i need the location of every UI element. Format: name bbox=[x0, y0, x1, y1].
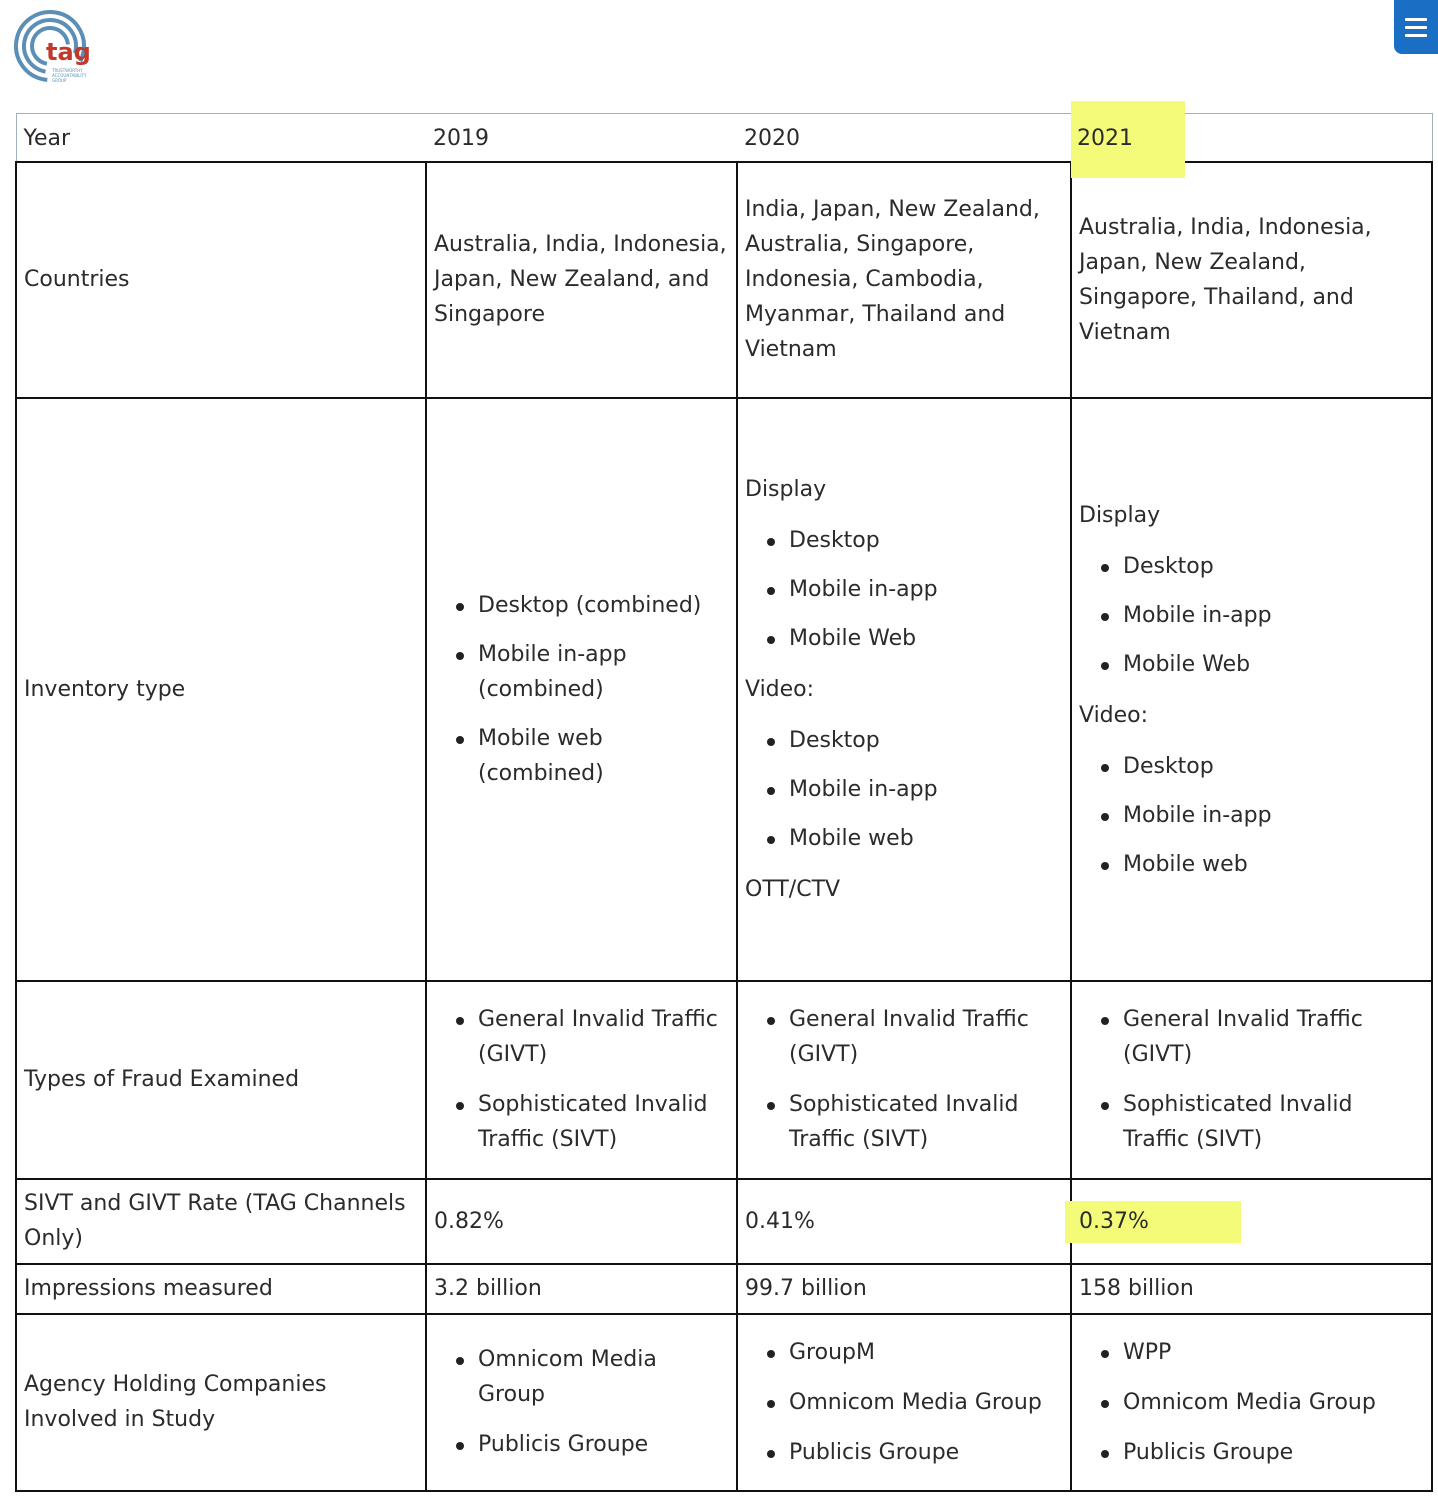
list-item: General Invalid Traffic (GIVT) bbox=[434, 1002, 729, 1072]
header-2021 bbox=[1071, 114, 1432, 162]
row-agency-holding-companies bbox=[16, 1314, 1432, 1491]
list-item: Mobile in-app bbox=[745, 772, 1063, 807]
list-item: Desktop bbox=[1079, 549, 1424, 584]
list-item: Mobile in-app bbox=[1079, 598, 1424, 633]
display-heading: Display bbox=[1079, 503, 1161, 528]
display-list bbox=[745, 523, 1063, 656]
fraud-2019 bbox=[426, 981, 737, 1179]
list-item: Omnicom Media Group bbox=[1079, 1385, 1424, 1420]
rate-2019: 0.82% bbox=[426, 1179, 737, 1264]
fraud-list bbox=[1079, 1002, 1424, 1157]
impressions-2019: 3.2 billion bbox=[426, 1264, 737, 1314]
header-2019: 2019 bbox=[426, 114, 737, 162]
impressions-2021: 158 billion bbox=[1071, 1264, 1432, 1314]
inventory-2020 bbox=[737, 398, 1071, 981]
countries-2020: India, Japan, New Zealand, Australia, Singapore, Indonesia, Cambodia, Myanmar, Thailand and Vietnam bbox=[737, 162, 1071, 398]
highlighted-year-2021: 2021 bbox=[1071, 101, 1185, 178]
agency-2019 bbox=[426, 1314, 737, 1491]
menu-icon-bar bbox=[1405, 26, 1427, 29]
display-list bbox=[1079, 549, 1424, 682]
video-heading: Video: bbox=[1079, 703, 1149, 728]
list-item: Desktop bbox=[745, 523, 1063, 558]
list-item: Mobile in-app (combined) bbox=[434, 637, 729, 707]
row-inventory-type bbox=[16, 398, 1432, 981]
agency-2020 bbox=[737, 1314, 1071, 1491]
row-label: Countries bbox=[16, 162, 426, 398]
list-item: Desktop bbox=[745, 723, 1063, 758]
inventory-2021 bbox=[1071, 398, 1432, 981]
svg-text:tag: tag bbox=[46, 38, 91, 66]
countries-2021: Australia, India, Indonesia, Japan, New Zealand, Singapore, Thailand, and Vietnam bbox=[1071, 162, 1432, 398]
tag-logo[interactable] bbox=[12, 8, 112, 88]
rate-2020: 0.41% bbox=[737, 1179, 1071, 1264]
list-item: Mobile in-app bbox=[1079, 798, 1424, 833]
list-item: Mobile in-app bbox=[745, 572, 1063, 607]
row-label: SIVT and GIVT Rate (TAG Channels Only) bbox=[16, 1179, 426, 1264]
row-impressions bbox=[16, 1264, 1432, 1314]
video-heading: Video: bbox=[745, 676, 815, 702]
rate-2021 bbox=[1071, 1179, 1432, 1264]
display-heading: Display bbox=[745, 476, 827, 502]
header-row bbox=[16, 114, 1432, 162]
video-list bbox=[745, 723, 1063, 856]
ott-ctv-heading: OTT/CTV bbox=[745, 876, 841, 902]
list-item: Mobile web (combined) bbox=[434, 721, 729, 791]
list-item: Desktop bbox=[1079, 749, 1424, 784]
row-sivt-givt-rate bbox=[16, 1179, 1432, 1264]
list-item: General Invalid Traffic (GIVT) bbox=[1079, 1002, 1424, 1072]
menu-icon-bar bbox=[1405, 18, 1427, 21]
list-item: Omnicom Media Group bbox=[434, 1342, 729, 1412]
countries-2019: Australia, India, Indonesia, Japan, New Zealand, and Singapore bbox=[426, 162, 737, 398]
fraud-2021 bbox=[1071, 981, 1432, 1179]
svg-text:GROUP: GROUP bbox=[52, 78, 67, 83]
list-item: Sophisticated Invalid Traffic (SIVT) bbox=[434, 1087, 729, 1157]
row-label: Inventory type bbox=[16, 398, 426, 981]
hamburger-menu-button[interactable] bbox=[1394, 0, 1438, 54]
list-item: WPP bbox=[1079, 1335, 1424, 1370]
svg-text:ACCOUNTABILITY: ACCOUNTABILITY bbox=[52, 73, 87, 78]
row-countries bbox=[16, 162, 1432, 398]
list-item: GroupM bbox=[745, 1335, 1063, 1370]
agency-list bbox=[745, 1335, 1063, 1470]
impressions-2020: 99.7 billion bbox=[737, 1264, 1071, 1314]
inventory-2019-list bbox=[434, 588, 729, 791]
inventory-2019 bbox=[426, 398, 737, 981]
agency-2021 bbox=[1071, 1314, 1432, 1491]
menu-icon-bar bbox=[1405, 34, 1427, 37]
header-year: Year bbox=[16, 114, 426, 162]
list-item: Publicis Groupe bbox=[745, 1435, 1063, 1470]
highlighted-rate-2021: 0.37% bbox=[1065, 1201, 1241, 1243]
row-label: Agency Holding Companies Involved in Study bbox=[16, 1314, 426, 1491]
fraud-2020 bbox=[737, 981, 1071, 1179]
list-item: Mobile web bbox=[1079, 847, 1424, 882]
list-item: Omnicom Media Group bbox=[745, 1385, 1063, 1420]
list-item: Publicis Groupe bbox=[1079, 1435, 1424, 1470]
row-label: Impressions measured bbox=[16, 1264, 426, 1314]
list-item: General Invalid Traffic (GIVT) bbox=[745, 1002, 1063, 1072]
list-item: Mobile web bbox=[745, 821, 1063, 856]
agency-list bbox=[1079, 1335, 1424, 1470]
list-item: Sophisticated Invalid Traffic (SIVT) bbox=[745, 1087, 1063, 1157]
list-item: Desktop (combined) bbox=[434, 588, 729, 623]
svg-text:TRUSTWORTHY: TRUSTWORTHY bbox=[52, 68, 83, 73]
comparison-table bbox=[15, 113, 1433, 1492]
list-item: Publicis Groupe bbox=[434, 1427, 729, 1462]
fraud-list bbox=[434, 1002, 729, 1157]
row-fraud-types bbox=[16, 981, 1432, 1179]
list-item: Mobile Web bbox=[745, 621, 1063, 656]
agency-list bbox=[434, 1342, 729, 1462]
list-item: Sophisticated Invalid Traffic (SIVT) bbox=[1079, 1087, 1424, 1157]
video-list bbox=[1079, 749, 1424, 882]
list-item: Mobile Web bbox=[1079, 647, 1424, 682]
header-2020: 2020 bbox=[737, 114, 1071, 162]
row-label: Types of Fraud Examined bbox=[16, 981, 426, 1179]
fraud-list bbox=[745, 1002, 1063, 1157]
